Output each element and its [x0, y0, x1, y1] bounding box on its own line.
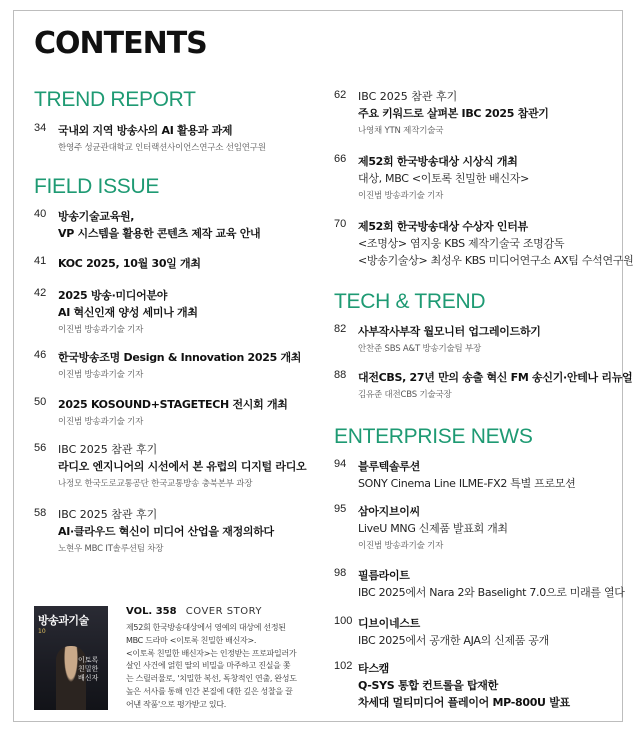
cover-image[interactable] [34, 606, 108, 710]
page-number: 58 [34, 507, 47, 519]
entry-byline: 노현우 MBC IT솔루션팀 차장 [58, 544, 164, 554]
cover-issue-number: 10 [38, 628, 46, 635]
entry-title: KOC 2025, 10월 30일 개최 [58, 257, 201, 270]
entry-byline: 이진범 방송과기술 기자 [58, 417, 144, 427]
entry-title: VP 시스템을 활용한 콘텐츠 제작 교육 안내 [58, 227, 261, 240]
cover-text-line: <이토록 친밀한 배신자>는 인정받는 프로파일러가 [126, 648, 297, 658]
page-number: 70 [334, 218, 347, 230]
cover-story-text [126, 622, 321, 712]
entry-byline: 안찬준 SBS A&T 방송기술팀 부장 [358, 344, 482, 354]
cover-story-label: COVER STORY [185, 606, 262, 617]
toc-entry[interactable] [334, 218, 634, 269]
entry-title: 라디오 엔지니어의 시선에서 본 유럽의 디지털 라디오 [58, 460, 307, 473]
cover-magazine-name: 방송과기술 [38, 614, 89, 627]
entry-title: 차세대 멀티미디어 플레이어 MP-800U 발표 [358, 696, 570, 709]
entry-title: 방송기술교육원, [58, 210, 135, 223]
page-number: 98 [334, 567, 347, 579]
entry-subtitle: <방송기술상> 최성우 KBS 미디어연구소 AX팀 수석연구원 [358, 254, 634, 267]
toc-entry[interactable] [34, 287, 324, 337]
entry-subtitle: LiveU MNG 신제품 발표회 개최 [358, 522, 508, 535]
entry-title: AI 혁신인재 양성 세미나 개최 [58, 306, 198, 319]
toc-entry[interactable] [34, 349, 324, 382]
toc-entry[interactable] [334, 615, 624, 649]
entry-byline: 나영채 YTN 제작기술국 [358, 126, 444, 136]
entry-title: 2025 방송·미디어분야 [58, 289, 168, 302]
cover-text-line: MBC 드라마 <이토록 친밀한 배신자>. [126, 635, 257, 645]
page-number: 42 [34, 287, 47, 299]
entry-title: AI·클라우드 혁신이 미디어 산업을 재정의하다 [58, 525, 274, 538]
page-number: 56 [34, 442, 47, 454]
entry-subtitle: IBC 2025에서 공개한 AJA의 신제품 공개 [358, 634, 549, 647]
section-heading-tech-trend: TECH & TREND [334, 290, 486, 313]
cover-text-line: 제52회 한국방송대상에서 영예의 대상에 선정된 [126, 623, 286, 632]
page-number: 102 [334, 660, 353, 672]
toc-entry[interactable] [34, 208, 324, 242]
entry-byline: 김유준 대전CBS 기술국장 [358, 390, 452, 400]
entry-byline: 이진범 방송과기술 기자 [58, 370, 144, 380]
cover-text-line: 어낸 작품'으로 평가받고 있다. [126, 699, 227, 709]
toc-entry[interactable] [334, 323, 624, 356]
entry-subtitle: SONY Cinema Line ILME-FX2 특별 프로모션 [358, 477, 576, 490]
page-title: CONTENTS [34, 26, 207, 61]
entry-title: 국내외 지역 방송사의 AI 활용과 과제 [58, 124, 233, 137]
cover-text-line: 는 스릴러물로, '치밀한 복선, 독창적인 연출, 완성도 [126, 674, 297, 684]
entry-series: IBC 2025 참관 후기 [58, 508, 158, 521]
page-number: 100 [334, 615, 353, 627]
entry-title: 제52회 한국방송대상 시상식 개최 [358, 155, 518, 168]
entry-title: 2025 KOSOUND+STAGETECH 전시회 개최 [58, 398, 288, 411]
page-number: 94 [334, 458, 347, 470]
entry-title: Q-SYS 통합 컨트롤을 탑재한 [358, 679, 498, 692]
page-number: 34 [34, 122, 47, 134]
entry-title: 블루텍솔루션 [358, 460, 420, 473]
section-heading-enterprise-news: ENTERPRISE NEWS [334, 425, 533, 448]
entry-series: IBC 2025 참관 후기 [58, 443, 158, 456]
cover-text-line: 살인 사건에 얽힌 딸의 비밀을 마주하고 진실을 쫓 [126, 661, 291, 671]
entry-title: 삼아지브이씨 [358, 505, 420, 518]
entry-byline: 이진범 방송과기술 기자 [358, 541, 444, 551]
cover-text-line: 높은 서사를 통해 인간 본질에 대한 깊은 성찰을 끌 [126, 686, 293, 696]
entry-title: 필름라이트 [358, 569, 410, 582]
entry-byline: 이진범 방송과기술 기자 [58, 325, 144, 335]
entry-subtitle: <조명상> 염지웅 KBS 제작기술국 조명감독 [358, 237, 565, 250]
entry-title: 사부작사부작 월모니터 업그레이드하기 [358, 325, 541, 338]
page-number: 95 [334, 503, 347, 515]
entry-subtitle: 대상, MBC <이토록 친밀한 배신자> [358, 172, 530, 185]
page-number: 82 [334, 323, 347, 335]
toc-entry[interactable] [334, 503, 624, 553]
toc-entry[interactable] [34, 122, 324, 155]
entry-subtitle: IBC 2025에서 Nara 2와 Baselight 7.0으로 미래를 열다 [358, 586, 625, 599]
entry-byline: 한영주 성균관대학교 인터랙션사이언스연구소 선임연구원 [58, 143, 266, 153]
cover-story-header [126, 606, 262, 617]
toc-entry[interactable] [334, 660, 624, 711]
page-number: 41 [34, 255, 47, 267]
entry-title: 대전CBS, 27년 만의 송출 혁신 FM 송신기·안테나 리뉴얼 [358, 371, 633, 384]
toc-entry[interactable] [334, 153, 624, 203]
entry-title: 디브이네스트 [358, 617, 420, 630]
page-number: 46 [34, 349, 47, 361]
toc-entry[interactable] [334, 458, 624, 492]
page-number: 62 [334, 89, 347, 101]
toc-entry[interactable] [334, 369, 633, 402]
page-number: 66 [334, 153, 347, 165]
section-heading-field-issue: FIELD ISSUE [34, 175, 160, 198]
page-number: 50 [34, 396, 47, 408]
toc-entry[interactable] [34, 442, 324, 491]
toc-entry[interactable] [34, 507, 324, 556]
entry-byline: 이진범 방송과기술 기자 [358, 191, 444, 201]
volume-number: VOL. 358 [126, 606, 177, 617]
entry-title: 제52회 한국방송대상 수상자 인터뷰 [358, 220, 528, 233]
toc-entry[interactable] [34, 255, 324, 272]
section-heading-trend-report: TREND REPORT [34, 88, 196, 111]
entry-title: 한국방송조명 Design & Innovation 2025 개최 [58, 351, 302, 364]
toc-entry[interactable] [334, 567, 624, 601]
toc-entry[interactable] [34, 396, 324, 429]
toc-entry[interactable] [334, 89, 624, 138]
entry-byline: 나정모 한국도로교통공단 한국교통방송 충북본부 과장 [58, 479, 253, 489]
page-number: 40 [34, 208, 47, 220]
entry-title: 주요 키워드로 살펴본 IBC 2025 참관기 [358, 107, 549, 120]
cover-title-script: 이토록 친밀한 배신자 [78, 656, 99, 682]
entry-series: IBC 2025 참관 후기 [358, 90, 458, 103]
page-number: 88 [334, 369, 347, 381]
entry-title: 타스캠 [358, 662, 389, 675]
